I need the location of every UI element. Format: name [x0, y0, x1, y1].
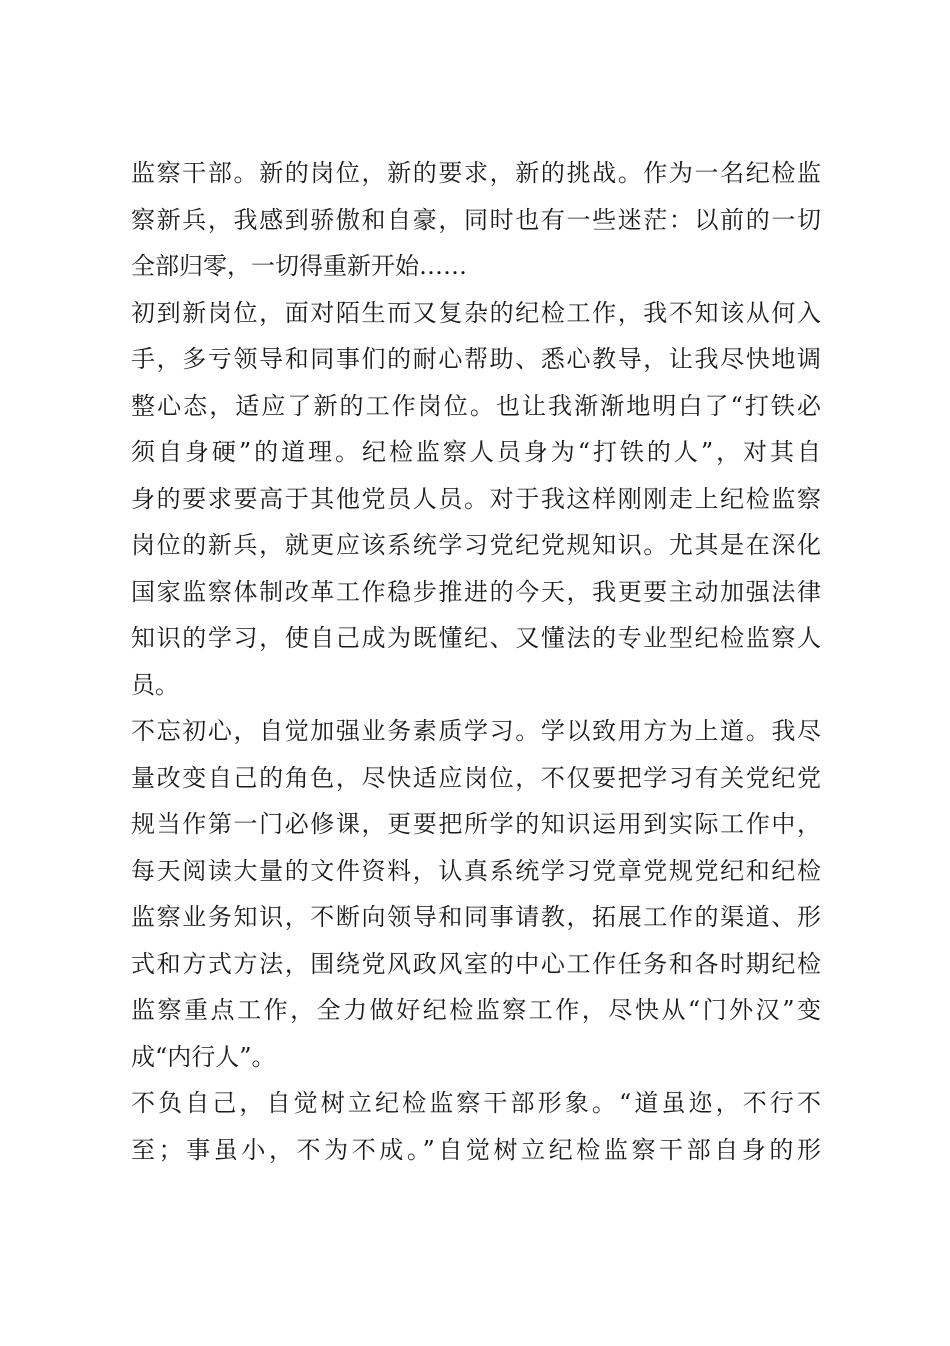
document-body: [131, 150, 821, 1173]
text-line: 量改变自己的角色，尽快适应岗位，不仅要把学习有关党纪党: [131, 763, 821, 792]
text-line: 式和方式方法，围绕党风政风室的中心工作任务和各时期纪检: [131, 949, 821, 978]
text-line: 成“内行人”。: [131, 1042, 276, 1071]
text-line: 监察干部。新的岗位，新的要求，新的挑战。作为一名纪检监: [131, 159, 821, 187]
text-line: 须自身硬”的道理。纪检监察人员身为“打铁的人”，对其自: [131, 438, 821, 466]
text-line: 全部归零，一切得重新开始……: [131, 252, 467, 280]
paragraph-4: [131, 1080, 821, 1173]
paragraph-2: [131, 290, 821, 709]
paragraph-1: [131, 150, 821, 290]
text-line: 岗位的新兵，就更应该系统学习党纪党规知识。尤其是在深化: [131, 531, 821, 559]
text-line: 身的要求要高于其他党员人员。对于我这样刚刚走上纪检监察: [131, 484, 821, 513]
text-line: 初到新岗位，面对陌生而又复杂的纪检工作，我不知该从何入: [131, 298, 821, 327]
text-line: 监察重点工作，全力做好纪检监察工作，尽快从“门外汉”变: [131, 996, 821, 1024]
text-line: 不负自己，自觉树立纪检监察干部形象。“道虽迩，不行不: [131, 1089, 821, 1117]
text-line: 员。: [131, 670, 179, 699]
text-line: 国家监察体制改革工作稳步推进的今天，我更要主动加强法律: [131, 577, 821, 606]
text-line: 整心态，适应了新的工作岗位。也让我渐渐地明白了“打铁必: [131, 391, 821, 420]
text-line: 察新兵，我感到骄傲和自豪，同时也有一些迷茫：以前的一切: [131, 205, 821, 234]
paragraph-3: [131, 708, 821, 1080]
text-line: 至；事虽小，不为不成。”自觉树立纪检监察干部自身的形: [131, 1135, 821, 1164]
text-line: 规当作第一门必修课，更要把所学的知识运用到实际工作中，: [131, 810, 821, 838]
text-line: 监察业务知识，不断向领导和同事请教，拓展工作的渠道、形: [131, 903, 821, 931]
text-line: 每天阅读大量的文件资料，认真系统学习党章党规党纪和纪检: [131, 856, 821, 885]
text-line: 知识的学习，使自己成为既懂纪、又懂法的专业型纪检监察人: [131, 624, 821, 652]
text-line: 不忘初心，自觉加强业务素质学习。学以致用方为上道。我尽: [131, 717, 821, 745]
text-line: 手，多亏领导和同事们的耐心帮助、悉心教导，让我尽快地调: [131, 345, 821, 373]
